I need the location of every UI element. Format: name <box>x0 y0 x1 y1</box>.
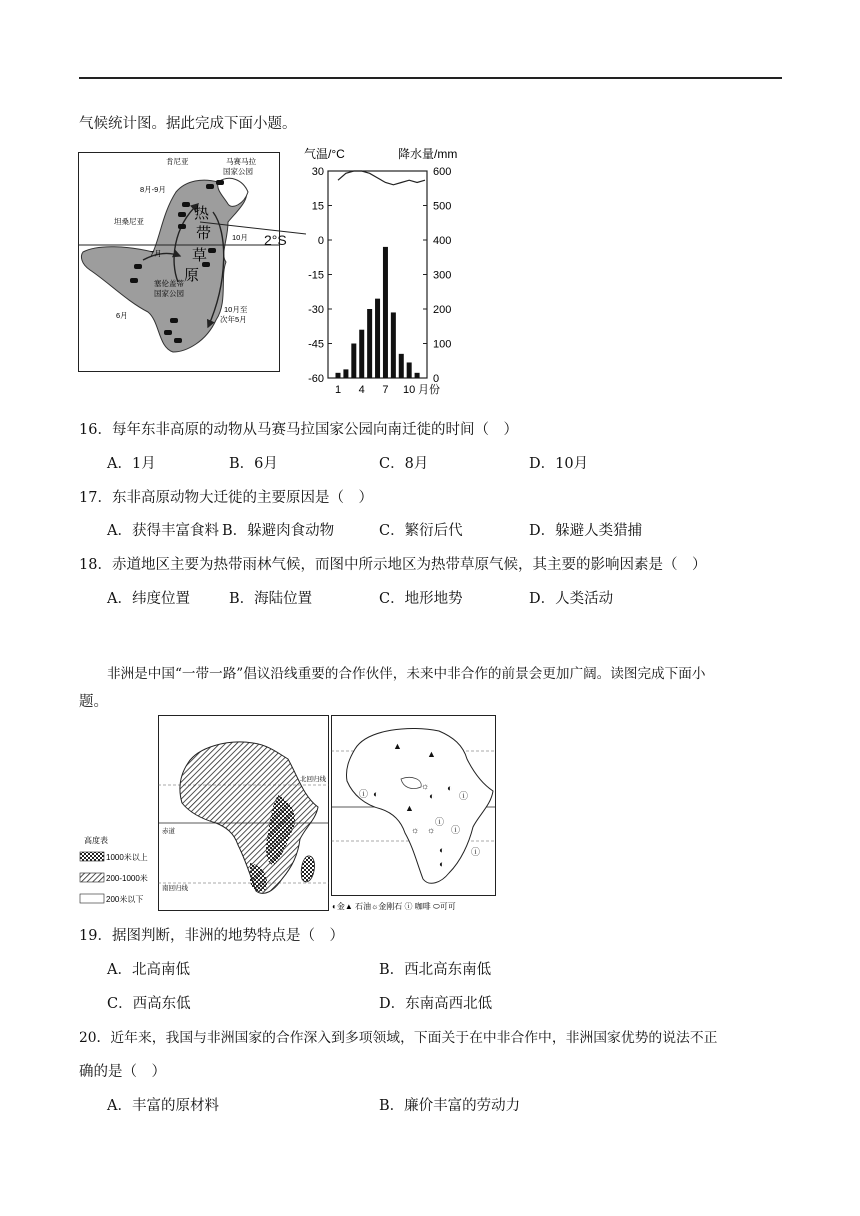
migration-map <box>78 152 280 372</box>
precip-bar <box>336 373 341 378</box>
right-tick-label: 500 <box>433 200 452 213</box>
precip-bar <box>391 312 396 378</box>
x-tick-label: 1 <box>334 384 342 396</box>
q20-option-a: A．丰富的原材料 <box>107 1098 219 1114</box>
right-axis-label: 降水量/mm <box>398 147 458 161</box>
africa-resource-map <box>331 715 497 911</box>
svg-text:◐: ◐ <box>439 845 445 855</box>
kenya-label: 肯尼亚 <box>166 157 189 166</box>
month-label: 7月 <box>150 249 162 258</box>
x-tick-label: 4 <box>358 384 365 396</box>
precip-bar <box>367 309 372 378</box>
serengeti-label-1: 塞伦盖蒂 <box>154 279 184 288</box>
left-tick-label: -15 <box>308 269 324 282</box>
precip-bar <box>407 362 412 378</box>
left-tick-label: 0 <box>317 235 324 247</box>
month-label: 6月 <box>116 311 128 320</box>
svg-text:☼: ☼ <box>421 781 430 791</box>
svg-text:ⓘ: ⓘ <box>435 817 445 827</box>
month-label: 8月-9月 <box>140 185 166 194</box>
q17-option-b: B．躲避肉食动物 <box>222 523 335 539</box>
precip-bar <box>351 344 356 379</box>
x-tick-label: 10 <box>403 384 416 396</box>
q19-option-b: B．西北高东南低 <box>379 962 492 978</box>
q16-option-d: D．10月 <box>529 456 589 472</box>
svg-text:ⓘ: ⓘ <box>471 847 481 857</box>
mara-label-2: 国家公园 <box>223 167 253 176</box>
left-tick-label: -30 <box>308 304 324 316</box>
precip-bar <box>359 330 364 378</box>
svg-text:ⓘ: ⓘ <box>459 791 469 801</box>
precip-bar <box>343 369 348 378</box>
q19-stem: 19．据图判断，非洲的地势特点是（ ） <box>79 928 344 944</box>
right-tick-label: 600 <box>433 166 452 178</box>
month-label: 次年5月 <box>220 315 247 324</box>
svg-text:▲: ▲ <box>393 741 402 751</box>
q18-stem: 18．赤道地区主要为热带雨林气候，而图中所示地区为热带草原气候，其主要的影响因素是（ ） <box>79 557 707 573</box>
right-tick-label: 200 <box>433 304 452 316</box>
q18-option-a: A．纬度位置 <box>107 591 190 607</box>
svg-text:◐: ◐ <box>447 783 453 793</box>
savanna-char: 热 <box>194 205 210 222</box>
q16-option-b: B．6月 <box>229 456 278 472</box>
svg-text:▲: ▲ <box>405 803 414 813</box>
right-tick-label: 300 <box>433 269 452 282</box>
svg-text:ⓘ: ⓘ <box>359 789 369 799</box>
intro-text-1: 气候统计图。据此完成下面小题。 <box>79 116 297 132</box>
svg-text:◐: ◐ <box>429 791 435 801</box>
svg-text:ⓘ: ⓘ <box>451 825 461 835</box>
intro-text-2b: 题。 <box>79 694 108 710</box>
q17-option-c: C．繁衍后代 <box>379 523 463 539</box>
temperature-line <box>338 171 425 185</box>
mara-label-1: 马赛马拉 <box>226 157 256 166</box>
q18-option-c: C．地形地势 <box>379 591 463 607</box>
x-unit-label: 月份 <box>418 384 440 396</box>
month-label: 10月至 <box>224 305 248 314</box>
month-label: 10月 <box>232 233 248 242</box>
savanna-char: 原 <box>184 267 200 284</box>
legend-swatch-low <box>80 894 104 903</box>
left-tick-label: -45 <box>308 338 324 351</box>
precip-bar <box>399 354 404 378</box>
pointer-line <box>200 218 306 238</box>
q19-option-c: C．西高东低 <box>107 996 191 1012</box>
q18-option-b: B．海陆位置 <box>229 591 313 607</box>
latitude-label: 2°S <box>264 232 287 248</box>
left-axis-label: 气温/°C <box>304 147 345 161</box>
legend-swatch-high <box>80 852 104 861</box>
savanna-char: 带 <box>196 225 212 242</box>
header-rule <box>79 77 782 79</box>
climate-chart <box>300 144 470 396</box>
q19-option-d: D．东南高西北低 <box>379 996 493 1012</box>
tropic-south-label: 南回归线 <box>162 885 188 892</box>
q19-option-a: A．北高南低 <box>107 962 190 978</box>
q17-option-d: D．躲避人类猎捕 <box>529 523 643 539</box>
intro-text-2: 非洲是中国“一带一路”倡议沿线重要的合作伙伴，未来中非合作的前景会更加广阔。读图完成下面小 <box>107 666 706 682</box>
left-tick-label: 30 <box>311 166 324 178</box>
tropic-north-label: 北回归线 <box>300 776 326 783</box>
precip-bar <box>415 373 420 378</box>
q20-stem-1: 20．近年来，我国与非洲国家的合作深入到多项领域，下面关于在中非合作中，非洲国家优势的说法不正 <box>79 1030 718 1046</box>
savanna-char: 草 <box>192 247 208 264</box>
africa-relief-map <box>78 715 330 911</box>
right-tick-label: 100 <box>433 338 452 351</box>
left-tick-label: -60 <box>308 373 324 385</box>
legend-label-low: 200米以下 <box>106 895 144 904</box>
q16-option-c: C．8月 <box>379 456 429 472</box>
q16-option-a: A．1月 <box>107 456 156 472</box>
q20-stem-2: 确的是（ ） <box>79 1064 166 1080</box>
x-tick-label: 7 <box>382 384 389 396</box>
svg-text:◐: ◐ <box>373 789 379 799</box>
svg-text:☼: ☼ <box>411 825 420 835</box>
serengeti-label-2: 国家公园 <box>154 289 184 298</box>
equator-label: 赤道 <box>162 828 175 835</box>
q17-option-a: A．获得丰富食料 <box>107 523 219 539</box>
precip-bar <box>383 247 388 378</box>
q18-option-d: D．人类活动 <box>529 591 614 607</box>
legend-swatch-mid <box>80 873 104 882</box>
resource-legend: ◐金▲ 石油☼金刚石 ⓘ 咖啡 ⬭可可 <box>332 902 456 911</box>
legend-title: 高度表 <box>84 836 108 845</box>
legend-label-high: 1000米以上 <box>106 853 148 862</box>
legend-label-mid: 200-1000米 <box>106 874 148 883</box>
left-tick-label: 15 <box>311 200 324 213</box>
right-tick-label: 0 <box>433 373 440 385</box>
precip-bar <box>375 299 380 378</box>
q20-option-b: B．廉价丰富的劳动力 <box>379 1098 521 1114</box>
right-tick-label: 400 <box>433 235 452 247</box>
q17-stem: 17．东非高原动物大迁徙的主要原因是（ ） <box>79 490 373 506</box>
q16-stem: 16．每年东非高原的动物从马赛马拉国家公园向南迁徙的时间（ ） <box>79 422 518 438</box>
svg-text:◐: ◐ <box>439 859 445 869</box>
svg-text:☼: ☼ <box>427 825 436 835</box>
tanzania-label: 坦桑尼亚 <box>114 217 144 226</box>
svg-text:▲: ▲ <box>427 749 436 759</box>
